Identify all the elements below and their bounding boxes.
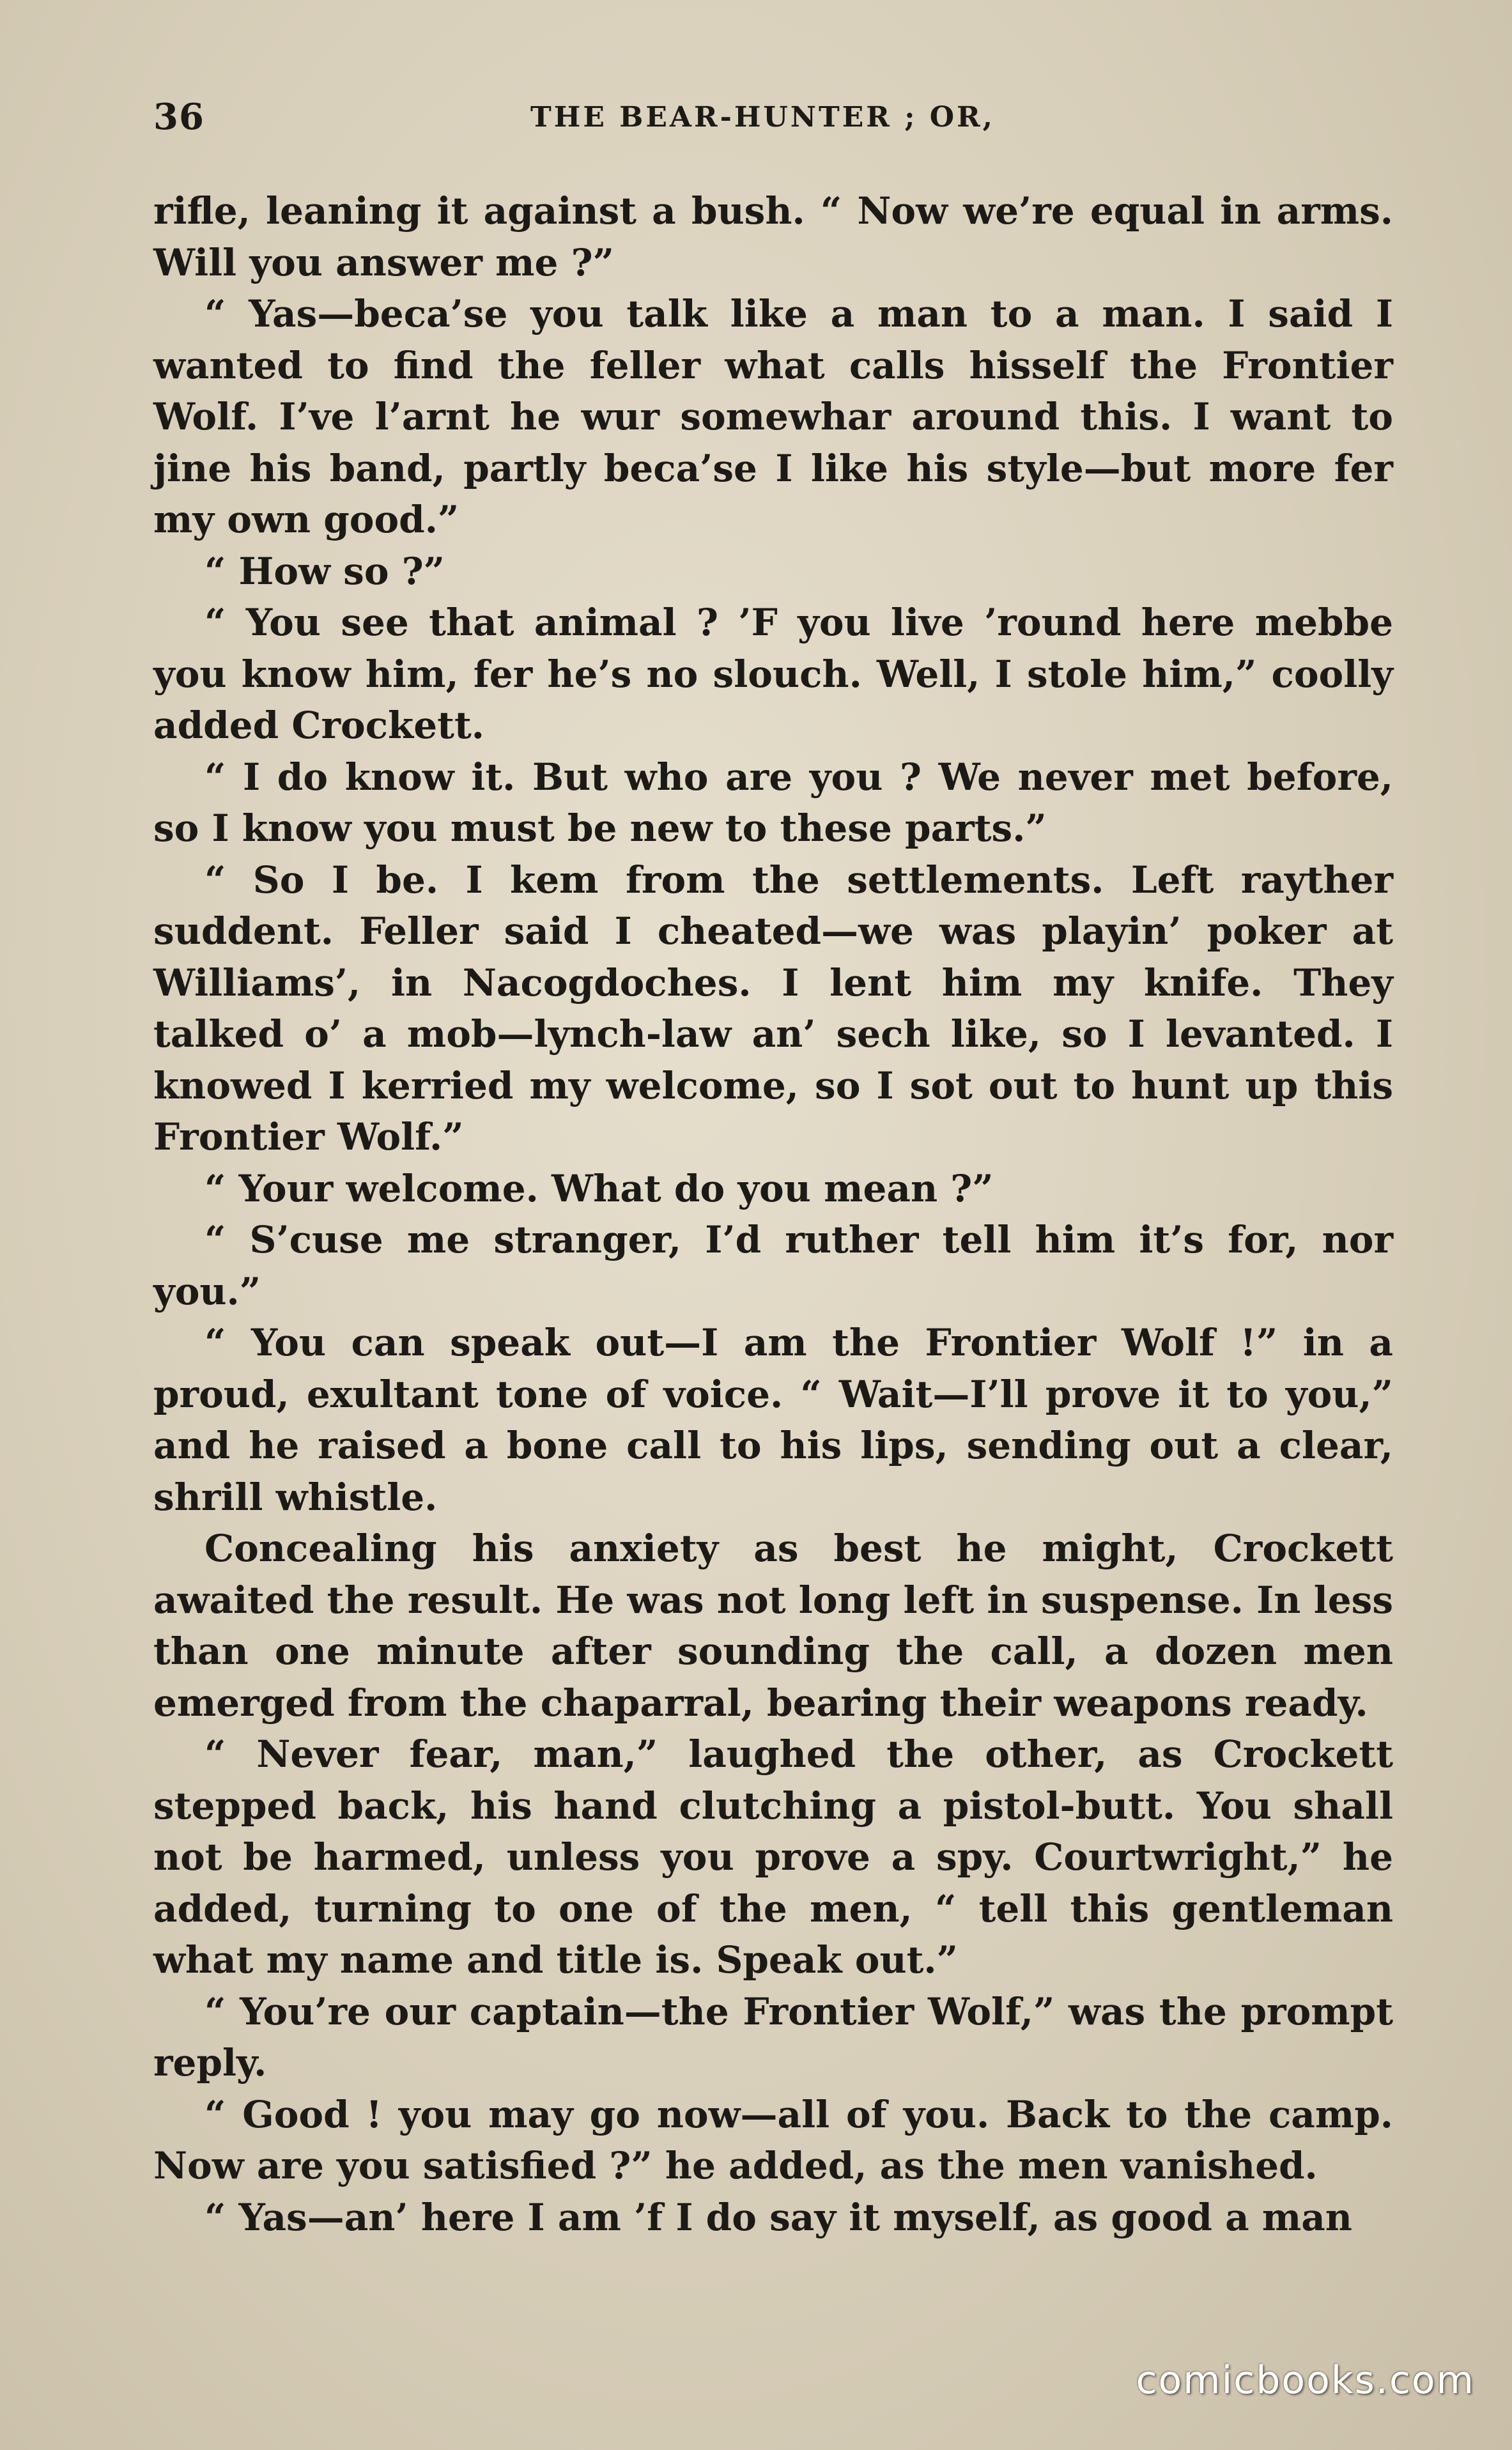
paragraph-12: “ You’re our captain—the Frontier Wolf,” was the prompt reply.: [153, 1989, 1393, 2084]
paragraph-1: rifle, leaning it against a bush. “ Now we’re equal in arms. Will you answer me ?”: [153, 189, 1393, 284]
paragraph-7: “ Your welcome. What do you mean ?”: [204, 1166, 994, 1210]
running-head: THE BEAR-HUNTER ; OR,: [530, 101, 995, 134]
paragraph-2: “ Yas—beca’se you talk like a man to a man. I said I wanted to find the feller what calls hisself the Frontier Wolf. I’ve l’arnt he wur somewhar around this. I want to jine his band, partly beca’se I like his style—but more fer my own good.”: [153, 292, 1393, 541]
paragraph-3: “ How so ?”: [204, 549, 445, 593]
paragraph-8: “ S’cuse me stranger, I’d ruther tell him it’s for, nor you.”: [153, 1218, 1393, 1313]
paragraph-14: “ Yas—an’ here I am ’f I do say it myself, as good a man: [204, 2195, 1352, 2239]
page-header: [153, 96, 1393, 153]
paragraph-11: “ Never fear, man,” laughed the other, as Crockett stepped back, his hand clutching a pistol-butt. You shall not be harmed, unless you prove a spy. Courtwright,” he added, turning to one of the men, “ tell this gentleman what my name and title is. Speak out.”: [153, 1732, 1393, 1982]
paragraph-5: “ I do know it. But who are you ? We never met before, so I know you must be new to these parts.”: [153, 755, 1393, 850]
paragraph-6: “ So I be. I kem from the settlements. Left rayther suddent. Feller said I cheated—we was playin’ poker at Williams’, in Nacogdoches. I lent him my knife. They talked o’ a mob—lynch-law an’ sech like, so I levanted. I knowed I kerried my welcome, so I sot out to hunt up this Frontier Wolf.”: [153, 858, 1393, 1159]
paragraph-13: “ Good ! you may go now—all of you. Back to the camp. Now are you satisfied ?” he added, as the men vanished.: [153, 2092, 1393, 2187]
watermark: comicbooks.com: [1136, 2358, 1475, 2403]
page-number: 36: [153, 96, 204, 138]
paragraph-4: “ You see that animal ? ’F you live ’round here mebbe you know him, fer he’s no slouch. Well, I stole him,” coolly added Crockett.: [153, 601, 1393, 747]
body-text: [153, 185, 1393, 2243]
paragraph-10: Concealing his anxiety as best he might, Crockett awaited the result. He was not long left in suspense. In less than one minute after sounding the call, a dozen men emerged from the chaparral, bearing their weapons ready.: [153, 1527, 1393, 1725]
paragraph-9: “ You can speak out—I am the Frontier Wolf !” in a proud, exultant tone of voice. “ Wait—I’ll prove it to you,” and he raised a bone call to his lips, sending out a clear, shrill whistle.: [153, 1321, 1393, 1519]
